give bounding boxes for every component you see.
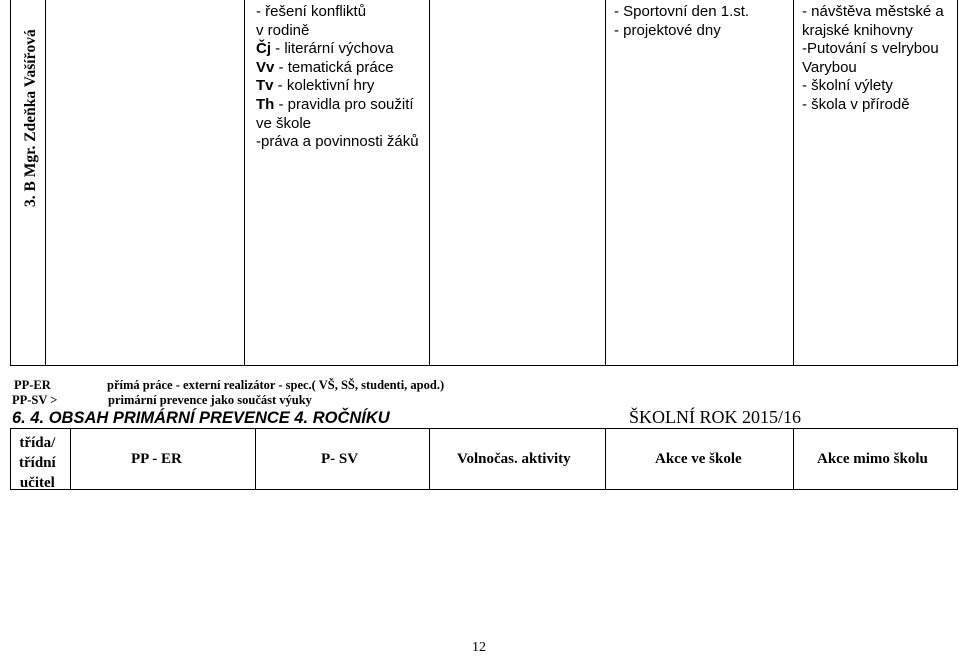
pp-sv-line: ve škole	[256, 114, 312, 132]
school-event-item: - Sportovní den 1.st.	[614, 3, 750, 20]
school-events-cell	[614, 3, 749, 40]
pp-sv-line: -práva a povinnosti žáků	[256, 133, 419, 151]
pp-sv-line: Vv - tematická práce	[256, 58, 394, 76]
section-heading: 6. 4. OBSAH PRIMÁRNÍ PREVENCE 4. ROČNÍKU	[12, 409, 390, 427]
column-header-class-teacher: třída/ třídní učitel	[19, 435, 56, 491]
pp-sv-line: - řešení konfliktů	[256, 3, 367, 20]
outside-event-item: -Putování s velrybou	[802, 40, 939, 58]
outside-event-item: - školní výlety	[802, 77, 893, 95]
outside-event-item: - návštěva městské a	[802, 3, 944, 20]
school-event-item: - projektové dny	[614, 21, 721, 39]
outside-event-item: - škola v přírodě	[802, 95, 910, 113]
outside-events-cell	[802, 3, 944, 115]
pp-sv-line: Th - pravidla pro soužití	[256, 95, 414, 113]
class-teacher-cell: 3. B Mgr. Zdeňka Vašířová	[22, 29, 39, 207]
page-number: 12	[472, 640, 486, 655]
column-header-outside-events: Akce mimo školu	[817, 451, 928, 467]
outside-event-item: krajské knihovny	[802, 21, 913, 39]
pp-sv-line: Čj - literární výchova	[256, 40, 394, 58]
school-year: ŠKOLNÍ ROK 2015/16	[629, 407, 802, 427]
legend-desc-pp-sv: primární prevence jako součást výuky	[108, 393, 312, 407]
legend-code-pp-sv: PP-SV >	[12, 393, 58, 407]
pp-sv-line: v rodině	[256, 21, 310, 39]
column-header-school-events: Akce ve škole	[655, 451, 742, 467]
pp-sv-line: Tv - kolektivní hry	[256, 77, 375, 95]
outside-event-item: Varybou	[802, 58, 857, 76]
column-header-pp-sv: P- SV	[321, 451, 359, 467]
pp-sv-cell	[256, 3, 419, 152]
column-header-pp-er: PP - ER	[131, 451, 182, 467]
legend-desc-pp-er: přímá práce - externí realizátor - spec.( VŠ, SŠ, studenti, apod.)	[107, 378, 445, 392]
legend-code-pp-er: PP-ER	[14, 378, 51, 392]
column-header-leisure: Volnočas. aktivity	[457, 451, 571, 467]
